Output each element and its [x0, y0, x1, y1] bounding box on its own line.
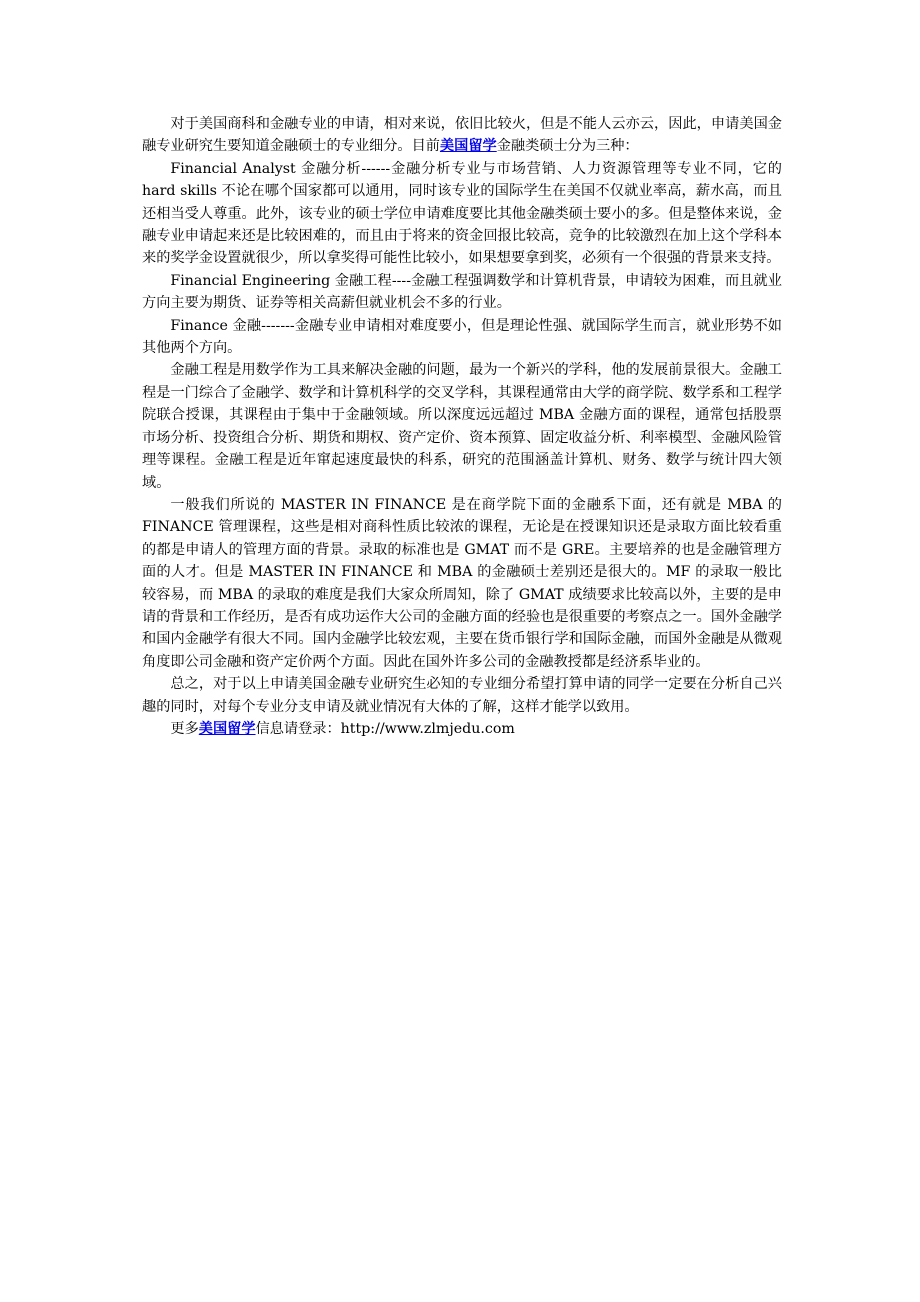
- paragraph-text: 金融类硕士分为三种：: [496, 138, 639, 155]
- paragraph-text: Finance 金融-------金融专业申请相对难度要小，但是理论性强、就国际学生而言，就业形势不如其他两个方向。: [142, 317, 782, 357]
- paragraph: [142, 673, 782, 718]
- paragraph-text: 更多: [170, 720, 199, 737]
- study-abroad-link[interactable]: 美国留学: [439, 138, 497, 155]
- paragraph: [142, 718, 782, 740]
- paragraph-text: Financial Engineering 金融工程----金融工程强调数学和计算机背景，申请较为困难，而且就业方向主要为期货、证券等相关高薪但就业机会不多的行业。: [142, 272, 782, 312]
- paragraph: [142, 359, 782, 493]
- document-body: [142, 113, 782, 740]
- paragraph-text: 总之，对于以上申请美国金融专业研究生必知的专业细分希望打算申请的同学一定要在分析自己兴趣的同时，对每个专业分支申请及就业情况有大体的了解，这样才能学以致用。: [142, 676, 782, 715]
- paragraph: [142, 113, 782, 158]
- paragraph-text: 一般我们所说的 MASTER IN FINANCE 是在商学院下面的金融系下面，还有就是 MBA 的 FINANCE 管理课程，这些是相对商科性质比较浓的课程，无论是在授课知识还是录取方面比较看重的都是申请人的管理方面的背景。录取的标准也是 GMAT 而不是 GRE。主要培养的也是金融管理方面的人才。但是 MASTER IN FINANCE 和 MBA 的金融硕士差别还是很大的。MF 的录取一般比较容易，而 MBA 的录取的难度是我们大家众所周知，除了 GMAT 成绩要求比较高以外，主要的是申请的背景和工作经历，是否有成功运作大公司的金融方面的经验也是很重要的考察点之一。国外金融学和国内金融学有很大不同。国内金融学比较宏观，主要在货币银行学和国际金融，而国外金融是从微观角度即公司金融和资产定价两个方面。因此在国外许多公司的金融教授都是经济系毕业的。: [142, 496, 782, 670]
- paragraph-text: 信息请登录：http://www.zlmjedu.com: [255, 720, 515, 737]
- paragraph: [142, 315, 782, 360]
- paragraph: [142, 270, 782, 315]
- paragraph-text: 金融工程是用数学作为工具来解决金融的问题，最为一个新兴的学科，他的发展前景很大。金融工程是一门综合了金融学、数学和计算机科学的交叉学科，其课程通常由大学的商学院、数学系和工程学院联合授课，其课程由于集中于金融领域。所以深度远远超过 MBA 金融方面的课程，通常包括股票市场分析、投资组合分析、期货和期权、资产定价、资本预算、固定收益分析、利率模型、金融风险管理等课程。金融工程是近年窜起速度最快的科系，研究的范围涵盖计算机、财务、数学与统计四大领域。: [142, 362, 782, 491]
- study-abroad-link[interactable]: 美国留学: [198, 720, 256, 737]
- paragraph-text: Financial Analyst 金融分析------金融分析专业与市场营销、人力资源管理等专业不同，它的 hard skills 不论在哪个国家都可以通用，同时该专业的国际学生在美国不仅就业率高，薪水高，而且还相当受人尊重。此外，该专业的硕士学位申请难度要比其他金融类硕士要小的多。但是整体来说，金融专业申请起来还是比较困难的，而且由于将来的资金回报比较高，竞争的比较激烈在加上这个学科本来的奖学金设置就很少，所以拿奖得可能性比较小，如果想要拿到奖，必须有一个很强的背景来支持。: [142, 160, 782, 267]
- paragraph: [142, 158, 782, 270]
- paragraph-text: 对于美国商科和金融专业的申请，相对来说，依旧比较火，但是不能人云亦云，因此，申请美国金融专业研究生要知道金融硕士的专业细分。目前: [142, 116, 782, 155]
- paragraph: [142, 494, 782, 673]
